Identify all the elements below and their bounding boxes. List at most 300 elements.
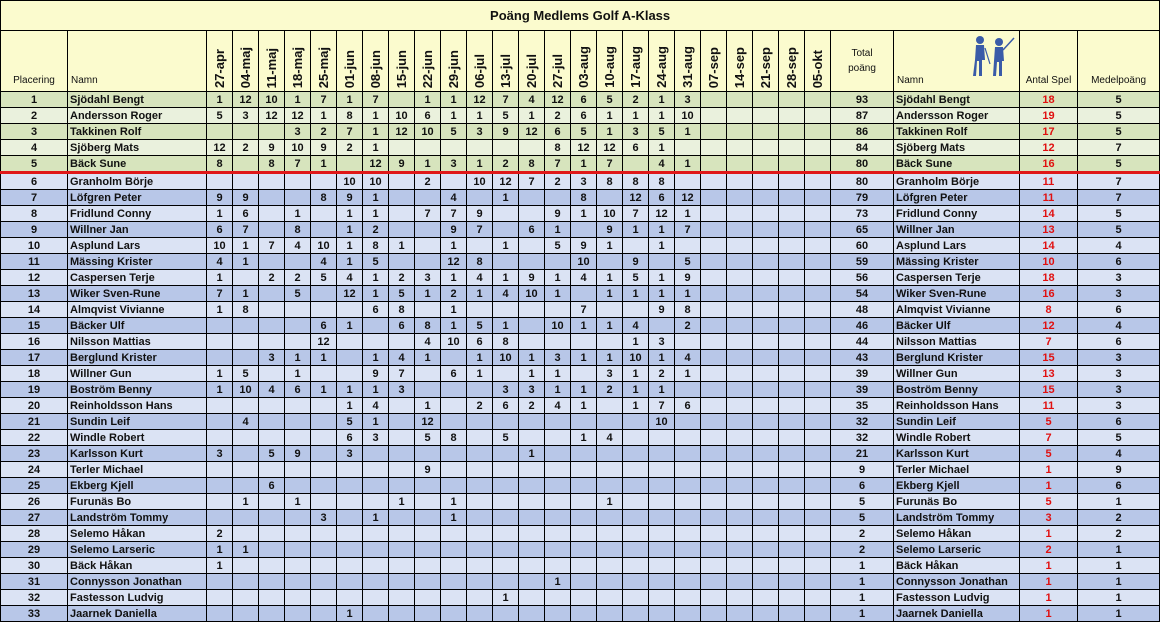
score-cell — [415, 494, 441, 510]
score-cell: 1 — [337, 398, 363, 414]
antal-spel-cell: 19 — [1020, 108, 1078, 124]
medelpoang-cell: 1 — [1078, 606, 1160, 622]
table-row — [1, 222, 1160, 238]
header-date-label: 18-maj — [289, 46, 305, 88]
score-cell — [493, 494, 519, 510]
score-cell — [311, 542, 337, 558]
score-cell — [779, 590, 805, 606]
score-cell: 1 — [649, 286, 675, 302]
score-cell — [415, 366, 441, 382]
score-cell: 1 — [363, 382, 389, 398]
score-cell: 10 — [623, 350, 649, 366]
score-cell: 1 — [441, 494, 467, 510]
header-date — [597, 31, 623, 92]
score-cell — [701, 478, 727, 494]
score-cell: 1 — [441, 108, 467, 124]
score-cell — [519, 190, 545, 206]
score-cell — [779, 222, 805, 238]
table-row — [1, 542, 1160, 558]
score-cell: 1 — [597, 108, 623, 124]
score-cell — [259, 366, 285, 382]
score-cell — [597, 526, 623, 542]
medelpoang-cell: 2 — [1078, 526, 1160, 542]
score-cell: 1 — [519, 446, 545, 462]
score-cell: 1 — [623, 382, 649, 398]
score-cell: 7 — [493, 92, 519, 108]
score-cell: 8 — [311, 190, 337, 206]
table-row — [1, 302, 1160, 318]
score-cell — [467, 478, 493, 494]
score-cell — [519, 334, 545, 350]
score-cell — [233, 318, 259, 334]
placering-cell: 31 — [1, 574, 68, 590]
placering-cell: 22 — [1, 430, 68, 446]
score-cell — [753, 140, 779, 156]
score-cell — [493, 140, 519, 156]
score-cell — [493, 606, 519, 622]
score-cell — [753, 414, 779, 430]
score-cell — [571, 334, 597, 350]
score-cell — [675, 510, 701, 526]
score-cell: 3 — [207, 446, 233, 462]
score-cell: 2 — [545, 108, 571, 124]
score-cell: 2 — [441, 286, 467, 302]
total-cell: 1 — [831, 558, 894, 574]
score-cell — [389, 398, 415, 414]
score-cell — [571, 366, 597, 382]
score-cell — [753, 222, 779, 238]
score-cell — [207, 478, 233, 494]
score-cell — [519, 542, 545, 558]
score-cell — [337, 494, 363, 510]
score-cell — [623, 558, 649, 574]
score-cell — [649, 590, 675, 606]
score-cell: 5 — [285, 286, 311, 302]
total-cell: 2 — [831, 542, 894, 558]
score-cell — [415, 510, 441, 526]
score-cell — [259, 558, 285, 574]
score-cell: 1 — [285, 350, 311, 366]
score-cell: 8 — [467, 254, 493, 270]
score-cell — [753, 526, 779, 542]
score-cell: 4 — [649, 156, 675, 173]
medelpoang-cell: 1 — [1078, 590, 1160, 606]
score-cell: 5 — [649, 124, 675, 140]
score-cell: 6 — [441, 366, 467, 382]
score-cell: 9 — [649, 302, 675, 318]
name-cell-2: Löfgren Peter — [894, 190, 1020, 206]
score-cell — [233, 526, 259, 542]
score-cell: 10 — [207, 238, 233, 254]
score-cell — [701, 206, 727, 222]
score-cell — [779, 238, 805, 254]
score-cell — [207, 414, 233, 430]
score-cell — [207, 606, 233, 622]
score-cell — [779, 366, 805, 382]
score-cell: 10 — [467, 173, 493, 190]
score-cell: 4 — [597, 430, 623, 446]
score-cell: 8 — [623, 173, 649, 190]
score-cell — [207, 124, 233, 140]
score-cell: 7 — [285, 156, 311, 173]
score-cell — [311, 526, 337, 542]
total-cell: 59 — [831, 254, 894, 270]
score-cell — [779, 382, 805, 398]
score-cell — [701, 270, 727, 286]
name-cell-2: Karlsson Kurt — [894, 446, 1020, 462]
score-cell: 7 — [259, 238, 285, 254]
score-cell — [571, 446, 597, 462]
score-cell — [727, 414, 753, 430]
total-cell: 35 — [831, 398, 894, 414]
header-date-label: 20-jul — [523, 54, 539, 88]
score-cell — [311, 478, 337, 494]
score-cell — [363, 542, 389, 558]
score-cell: 1 — [363, 124, 389, 140]
score-cell: 2 — [415, 173, 441, 190]
name-cell: Connysson Jonathan — [68, 574, 207, 590]
name-cell-2: Ekberg Kjell — [894, 478, 1020, 494]
score-cell — [467, 414, 493, 430]
score-cell — [259, 190, 285, 206]
header-date — [207, 31, 233, 92]
score-cell — [311, 558, 337, 574]
score-cell — [727, 542, 753, 558]
score-cell — [805, 302, 831, 318]
score-cell: 1 — [493, 318, 519, 334]
name-cell: Ekberg Kjell — [68, 478, 207, 494]
score-cell — [519, 462, 545, 478]
total-cell: 79 — [831, 190, 894, 206]
score-cell: 3 — [597, 366, 623, 382]
score-cell — [597, 190, 623, 206]
score-cell: 6 — [571, 108, 597, 124]
score-cell — [753, 238, 779, 254]
medelpoang-cell: 1 — [1078, 494, 1160, 510]
score-cell — [701, 462, 727, 478]
score-cell — [545, 558, 571, 574]
antal-spel-cell: 5 — [1020, 494, 1078, 510]
score-cell: 7 — [597, 156, 623, 173]
antal-spel-cell: 8 — [1020, 302, 1078, 318]
score-cell — [623, 414, 649, 430]
medelpoang-cell: 3 — [1078, 350, 1160, 366]
name-cell: Bäck Håkan — [68, 558, 207, 574]
score-cell — [597, 446, 623, 462]
total-cell: 1 — [831, 590, 894, 606]
score-cell — [701, 606, 727, 622]
score-cell — [701, 558, 727, 574]
score-cell: 1 — [363, 108, 389, 124]
score-cell — [597, 510, 623, 526]
score-cell — [701, 366, 727, 382]
score-cell: 1 — [675, 206, 701, 222]
score-cell — [779, 206, 805, 222]
score-cell — [519, 494, 545, 510]
header-date — [493, 31, 519, 92]
score-cell — [727, 318, 753, 334]
score-cell: 7 — [415, 206, 441, 222]
score-cell: 1 — [467, 286, 493, 302]
score-cell: 7 — [467, 222, 493, 238]
antal-spel-cell: 17 — [1020, 124, 1078, 140]
antal-spel-cell: 12 — [1020, 140, 1078, 156]
score-cell — [233, 430, 259, 446]
score-cell: 1 — [207, 206, 233, 222]
table-row — [1, 414, 1160, 430]
score-cell: 6 — [545, 124, 571, 140]
score-cell: 1 — [467, 350, 493, 366]
header-date-label: 03-aug — [575, 46, 591, 88]
score-cell: 12 — [623, 190, 649, 206]
score-cell: 12 — [545, 92, 571, 108]
score-cell: 7 — [363, 92, 389, 108]
score-cell — [285, 510, 311, 526]
score-cell — [753, 318, 779, 334]
score-cell: 2 — [675, 318, 701, 334]
score-cell — [753, 286, 779, 302]
header-row — [1, 31, 1160, 92]
score-cell — [727, 558, 753, 574]
table-row — [1, 173, 1160, 190]
score-cell — [519, 206, 545, 222]
score-cell: 1 — [441, 318, 467, 334]
score-cell: 1 — [519, 366, 545, 382]
score-cell — [285, 414, 311, 430]
name-cell-2: Reinholdsson Hans — [894, 398, 1020, 414]
score-cell — [727, 190, 753, 206]
score-cell — [441, 526, 467, 542]
name-cell-2: Fastesson Ludvig — [894, 590, 1020, 606]
medelpoang-cell: 5 — [1078, 108, 1160, 124]
header-total — [831, 31, 894, 92]
antal-spel-cell: 1 — [1020, 462, 1078, 478]
score-cell — [337, 302, 363, 318]
score-cell — [207, 350, 233, 366]
name-cell-2: Sjödahl Bengt — [894, 92, 1020, 108]
name-cell: Wiker Sven-Rune — [68, 286, 207, 302]
score-cell: 1 — [571, 350, 597, 366]
header-date-label: 31-aug — [679, 46, 695, 88]
score-cell — [597, 590, 623, 606]
score-cell — [233, 478, 259, 494]
placering-cell: 8 — [1, 206, 68, 222]
header-antal-spel: Antal Spel — [1020, 31, 1078, 92]
score-cell — [727, 526, 753, 542]
score-cell: 2 — [259, 270, 285, 286]
score-cell — [259, 462, 285, 478]
score-cell — [805, 350, 831, 366]
score-cell — [623, 606, 649, 622]
score-cell — [649, 462, 675, 478]
score-cell — [363, 526, 389, 542]
table-row — [1, 124, 1160, 140]
placering-cell: 10 — [1, 238, 68, 254]
score-cell: 1 — [441, 238, 467, 254]
score-cell: 8 — [675, 302, 701, 318]
score-cell — [285, 574, 311, 590]
score-cell — [701, 414, 727, 430]
placering-cell: 5 — [1, 156, 68, 173]
score-cell — [389, 206, 415, 222]
score-cell — [285, 398, 311, 414]
name-cell-2: Willner Jan — [894, 222, 1020, 238]
score-cell — [805, 108, 831, 124]
score-cell — [259, 254, 285, 270]
score-cell — [597, 606, 623, 622]
score-cell: 1 — [207, 542, 233, 558]
total-cell: 84 — [831, 140, 894, 156]
score-cell — [779, 190, 805, 206]
score-cell — [233, 270, 259, 286]
header-date-label: 21-sep — [757, 46, 773, 88]
score-cell — [805, 430, 831, 446]
antal-spel-cell: 11 — [1020, 190, 1078, 206]
score-cell: 9 — [207, 190, 233, 206]
name-cell-2: Selemo Håkan — [894, 526, 1020, 542]
score-cell: 2 — [493, 156, 519, 173]
score-cell — [363, 462, 389, 478]
score-cell — [779, 254, 805, 270]
score-cell: 1 — [545, 286, 571, 302]
total-cell: 56 — [831, 270, 894, 286]
score-cell — [571, 462, 597, 478]
score-cell — [259, 430, 285, 446]
score-cell — [545, 478, 571, 494]
score-cell — [493, 558, 519, 574]
score-cell: 2 — [467, 398, 493, 414]
total-cell: 5 — [831, 510, 894, 526]
score-cell — [597, 398, 623, 414]
score-cell — [675, 430, 701, 446]
score-cell — [571, 526, 597, 542]
score-cell: 1 — [649, 382, 675, 398]
table-row — [1, 398, 1160, 414]
score-cell — [753, 558, 779, 574]
score-cell — [701, 124, 727, 140]
score-cell: 1 — [467, 366, 493, 382]
score-cell: 7 — [649, 398, 675, 414]
score-cell — [753, 462, 779, 478]
total-cell: 80 — [831, 173, 894, 190]
score-cell — [571, 510, 597, 526]
score-cell: 4 — [311, 254, 337, 270]
placering-cell: 32 — [1, 590, 68, 606]
table-row — [1, 286, 1160, 302]
score-cell — [623, 542, 649, 558]
score-cell — [519, 510, 545, 526]
score-cell — [727, 140, 753, 156]
total-cell: 48 — [831, 302, 894, 318]
score-cell: 1 — [337, 206, 363, 222]
score-cell: 8 — [233, 302, 259, 318]
total-cell: 86 — [831, 124, 894, 140]
medelpoang-cell: 5 — [1078, 92, 1160, 108]
score-cell — [337, 590, 363, 606]
score-cell: 6 — [233, 206, 259, 222]
total-cell: 87 — [831, 108, 894, 124]
placering-cell: 16 — [1, 334, 68, 350]
header-date-label: 15-jun — [393, 49, 409, 88]
score-cell — [727, 334, 753, 350]
score-cell — [389, 190, 415, 206]
score-cell — [779, 446, 805, 462]
score-cell — [467, 606, 493, 622]
score-cell — [207, 398, 233, 414]
score-cell: 12 — [571, 140, 597, 156]
score-cell — [363, 574, 389, 590]
score-cell — [207, 334, 233, 350]
score-cell — [545, 414, 571, 430]
score-cell: 1 — [649, 140, 675, 156]
table-row — [1, 140, 1160, 156]
total-cell: 44 — [831, 334, 894, 350]
score-cell — [467, 430, 493, 446]
score-cell — [545, 526, 571, 542]
header-date-label: 04-maj — [237, 46, 253, 88]
antal-spel-cell: 12 — [1020, 318, 1078, 334]
score-cell — [415, 542, 441, 558]
score-cell — [389, 430, 415, 446]
score-cell: 5 — [441, 124, 467, 140]
score-cell — [571, 574, 597, 590]
score-cell: 12 — [675, 190, 701, 206]
name-cell-2: Berglund Krister — [894, 350, 1020, 366]
medelpoang-cell: 1 — [1078, 542, 1160, 558]
score-cell — [441, 173, 467, 190]
score-cell: 1 — [675, 366, 701, 382]
score-cell — [285, 542, 311, 558]
placering-cell: 28 — [1, 526, 68, 542]
score-cell — [779, 606, 805, 622]
table-row — [1, 238, 1160, 254]
score-cell: 10 — [493, 350, 519, 366]
score-cell: 1 — [623, 286, 649, 302]
name-cell-2: Windle Robert — [894, 430, 1020, 446]
name-cell: Mässing Krister — [68, 254, 207, 270]
score-cell — [701, 574, 727, 590]
score-cell: 10 — [363, 173, 389, 190]
score-cell — [545, 254, 571, 270]
total-cell: 39 — [831, 382, 894, 398]
name-cell-2: Granholm Börje — [894, 173, 1020, 190]
score-cell — [675, 606, 701, 622]
score-cell: 1 — [285, 366, 311, 382]
score-cell: 12 — [285, 108, 311, 124]
score-cell — [415, 574, 441, 590]
total-cell: 1 — [831, 574, 894, 590]
score-cell: 1 — [571, 318, 597, 334]
antal-spel-cell: 10 — [1020, 254, 1078, 270]
header-placering: Placering — [1, 31, 68, 92]
score-cell — [337, 462, 363, 478]
name-cell-2: Takkinen Rolf — [894, 124, 1020, 140]
antal-spel-cell: 15 — [1020, 382, 1078, 398]
score-cell: 1 — [649, 350, 675, 366]
score-cell — [753, 430, 779, 446]
score-cell — [597, 542, 623, 558]
score-cell — [779, 350, 805, 366]
score-cell — [441, 382, 467, 398]
score-cell — [285, 526, 311, 542]
score-cell: 1 — [571, 156, 597, 173]
score-cell — [285, 334, 311, 350]
name-cell: Karlsson Kurt — [68, 446, 207, 462]
score-cell — [233, 350, 259, 366]
score-cell — [701, 590, 727, 606]
score-cell — [337, 478, 363, 494]
score-cell: 3 — [519, 382, 545, 398]
